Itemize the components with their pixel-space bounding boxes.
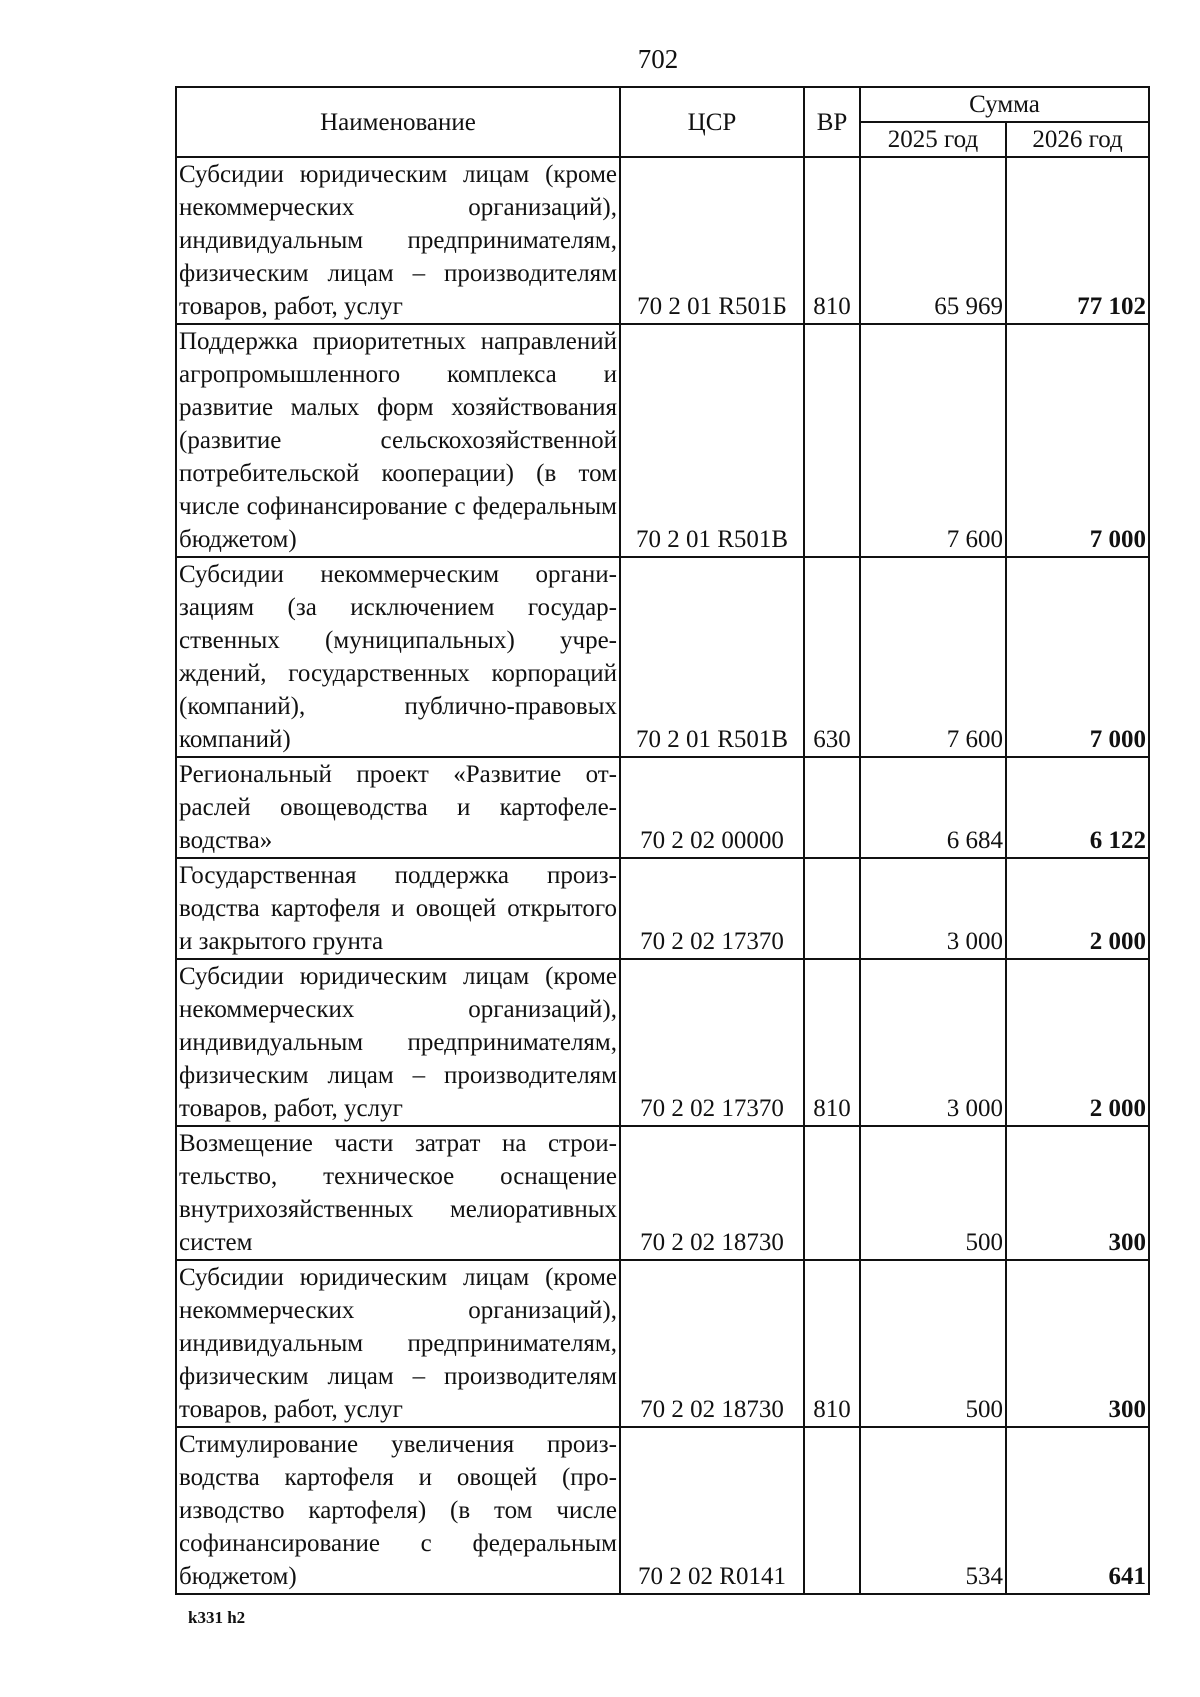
table-body (176, 157, 1149, 1594)
row-csr: 70 2 02 17370 (620, 959, 804, 1126)
row-sum-2026: 2 000 (1006, 959, 1149, 1126)
row-vr: 810 (804, 1260, 860, 1427)
footer-code: k331 h2 (188, 1608, 246, 1627)
row-sum-2025: 7 600 (860, 557, 1006, 757)
table-row (176, 959, 1149, 1126)
row-sum-2025: 7 600 (860, 324, 1006, 557)
table-row (176, 1260, 1149, 1427)
row-sum-2025: 6 684 (860, 757, 1006, 858)
row-vr (804, 1126, 860, 1260)
budget-table (175, 86, 1150, 1595)
row-csr: 70 2 02 18730 (620, 1260, 804, 1427)
row-csr: 70 2 02 17370 (620, 858, 804, 959)
row-sum-2026: 300 (1006, 1260, 1149, 1427)
table-row (176, 1126, 1149, 1260)
table-row (176, 1427, 1149, 1594)
table-row (176, 324, 1149, 557)
row-vr (804, 324, 860, 557)
row-sum-2026: 7 000 (1006, 557, 1149, 757)
row-sum-2025: 3 000 (860, 858, 1006, 959)
row-vr: 630 (804, 557, 860, 757)
header-sum: Сумма (860, 87, 1149, 122)
row-name: Субсидии юридическим лицам (кроме некоммерческих организаций), индивидуальным предпринимателям, физическим лицам – производителям товаров, работ, услуг (176, 157, 620, 324)
row-csr: 70 2 01 R501В (620, 324, 804, 557)
row-sum-2026: 2 000 (1006, 858, 1149, 959)
row-name: Возмещение части затрат на строительство, техническое оснащение внутрихозяйственных мелиоративных систем (176, 1126, 620, 1260)
row-sum-2026: 300 (1006, 1126, 1149, 1260)
header-year-2026: 2026 год (1006, 122, 1149, 157)
row-name: Субсидии юридическим лицам (кроме некоммерческих организаций), индивидуальным предпринимателям, физическим лицам – производителям товаров, работ, услуг (176, 1260, 620, 1427)
row-csr: 70 2 01 R501Б (620, 157, 804, 324)
row-sum-2026: 6 122 (1006, 757, 1149, 858)
header-year-2025: 2025 год (860, 122, 1006, 157)
row-csr: 70 2 02 R0141 (620, 1427, 804, 1594)
row-name: Субсидии юридическим лицам (кроме некоммерческих организаций), индивидуальным предпринимателям, физическим лицам – производителям товаров, работ, услуг (176, 959, 620, 1126)
row-name: Поддержка приоритетных направлений агропромышленного комплекса и развитие малых форм хозяйствования (развитие сельскохозяйственной потребительской кооперации) (в том числе софинансирование с федеральным бюджетом) (176, 324, 620, 557)
row-sum-2025: 500 (860, 1126, 1006, 1260)
row-name: Региональный проект «Развитие отраслей овощеводства и картофелеводства» (176, 757, 620, 858)
row-csr: 70 2 02 00000 (620, 757, 804, 858)
row-name: Государственная поддержка производства картофеля и овощей открытого и закрытого грунта (176, 858, 620, 959)
row-sum-2025: 534 (860, 1427, 1006, 1594)
row-csr: 70 2 01 R501В (620, 557, 804, 757)
row-name: Субсидии некоммерческим организациям (за исключением государственных (муниципальных) учреждений, государственных корпораций (компаний), публично-правовых компаний) (176, 557, 620, 757)
row-vr (804, 1427, 860, 1594)
table-header (176, 87, 1149, 157)
row-sum-2025: 3 000 (860, 959, 1006, 1126)
page-number: 702 (637, 44, 679, 74)
row-sum-2025: 65 969 (860, 157, 1006, 324)
table-row (176, 157, 1149, 324)
row-sum-2026: 77 102 (1006, 157, 1149, 324)
header-name: Наименование (176, 87, 620, 157)
table-row (176, 858, 1149, 959)
row-name: Стимулирование увеличения производства картофеля и овощей (производство картофеля) (в том числе софинансирование с федеральным бюджетом) (176, 1427, 620, 1594)
row-csr: 70 2 02 18730 (620, 1126, 804, 1260)
header-vr: ВР (804, 87, 860, 157)
table-row (176, 757, 1149, 858)
header-csr: ЦСР (620, 87, 804, 157)
row-vr: 810 (804, 157, 860, 324)
table-row (176, 557, 1149, 757)
row-sum-2026: 641 (1006, 1427, 1149, 1594)
row-sum-2025: 500 (860, 1260, 1006, 1427)
row-vr (804, 757, 860, 858)
row-sum-2026: 7 000 (1006, 324, 1149, 557)
row-vr: 810 (804, 959, 860, 1126)
row-vr (804, 858, 860, 959)
